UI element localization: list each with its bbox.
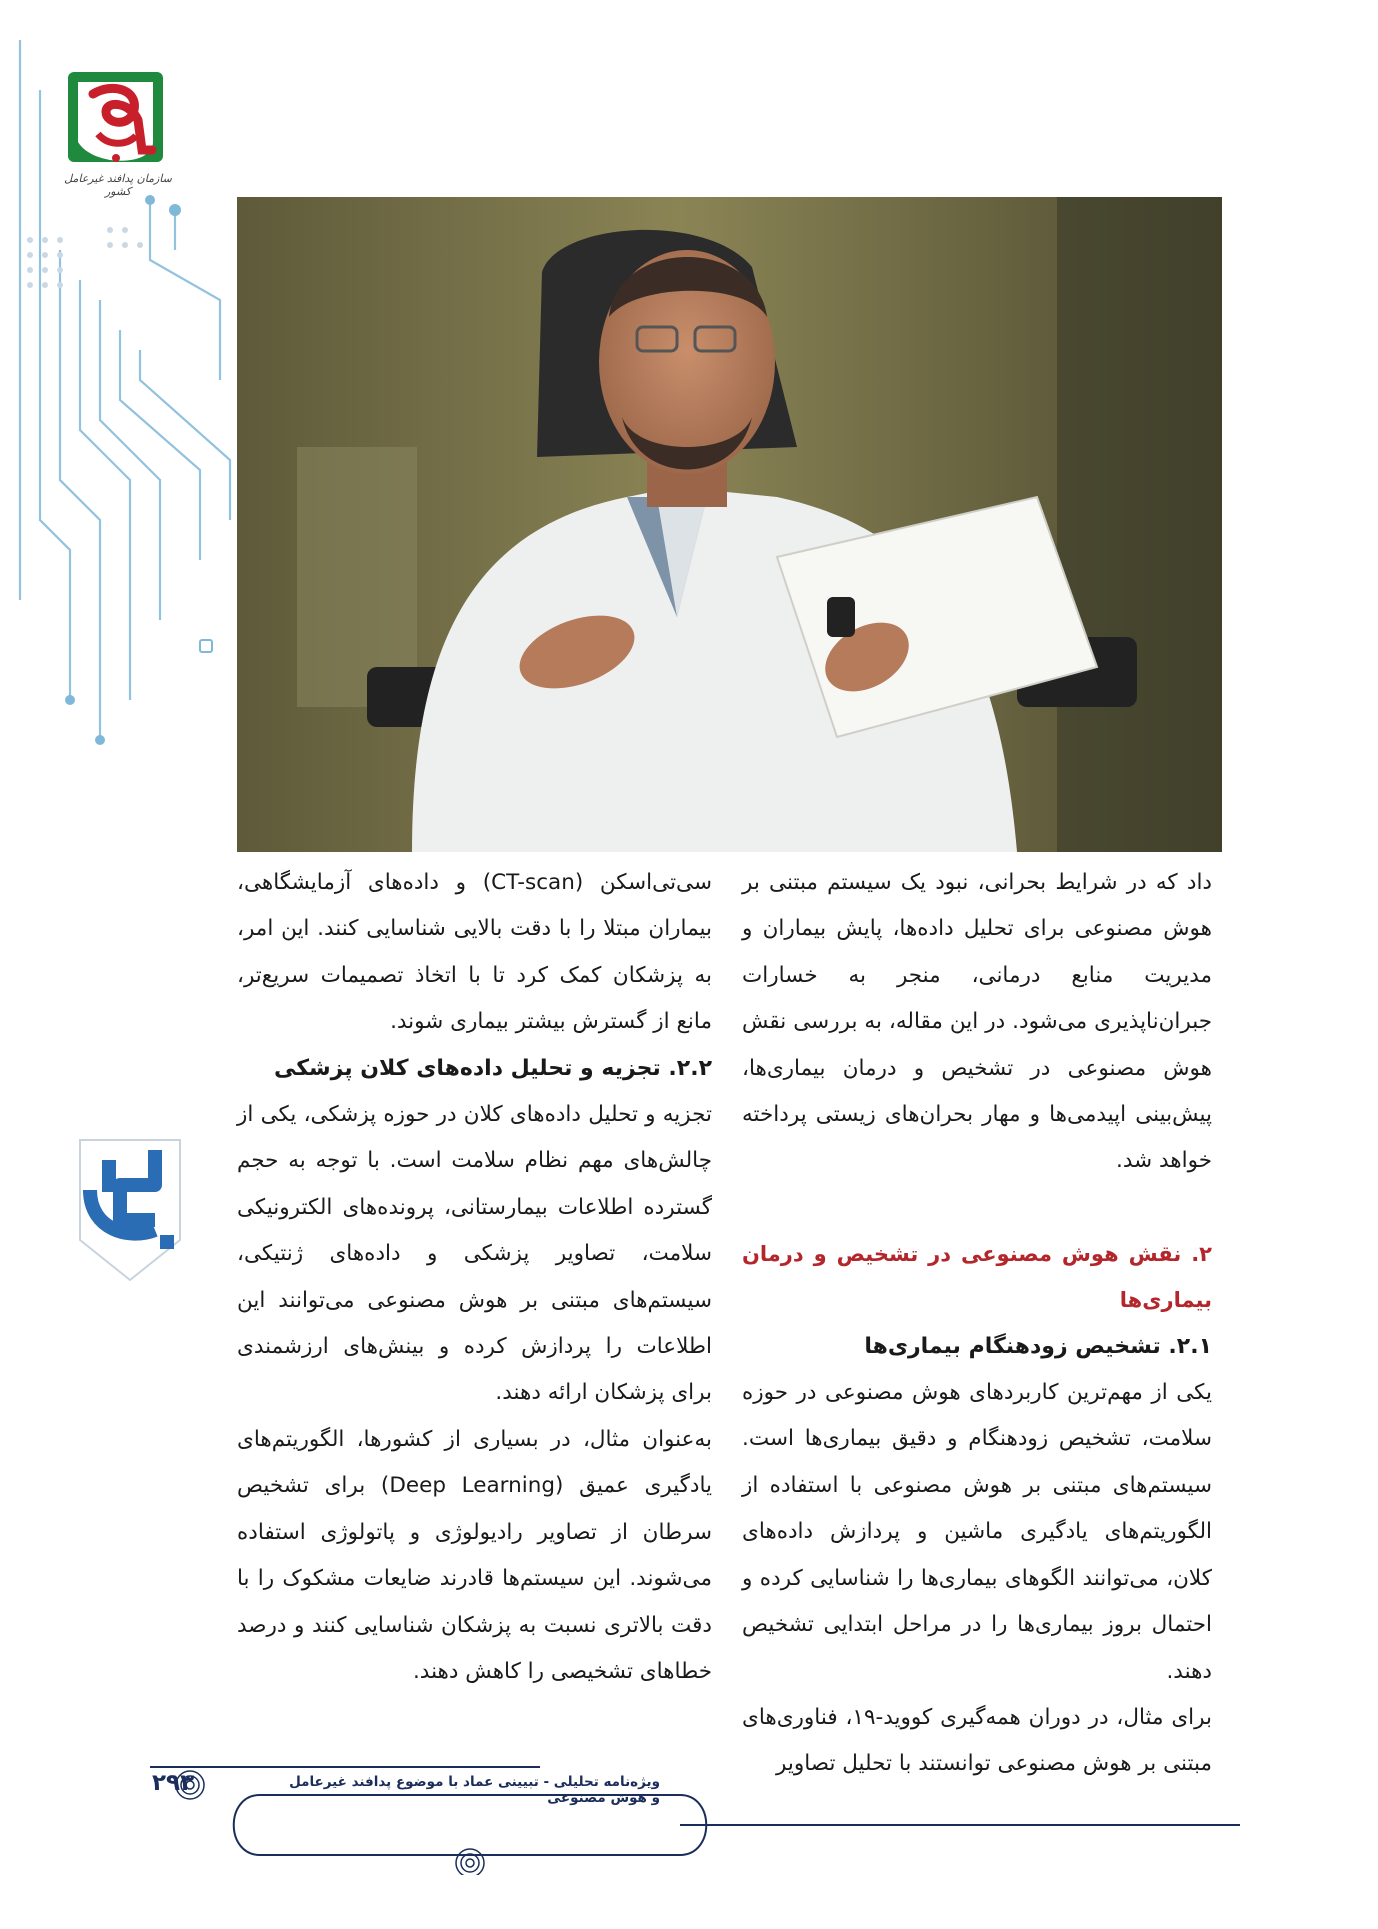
- organization-caption: سازمان پدافند غیرعامل کشور: [64, 172, 172, 198]
- section-2-2-title: ۲.۲. تجزیه و تحلیل داده‌های کلان پزشکی: [273, 1055, 712, 1081]
- section-2-1-title: ۲.۱. تشخیص زودهنگام بیماری‌ها: [864, 1333, 1212, 1359]
- text-column-right: [742, 860, 1212, 1788]
- photo-illustration: [237, 197, 1222, 852]
- deep-learning-paragraph: به‌عنوان مثال، در بسیاری از کشورها، الگوریتم‌های یادگیری عمیق (Deep Learning) برای تشخیص سرطان از تصاویر رادیولوژی و پاتولوژی استفاده می‌شوند. این سیستم‌ها قادرند ضایعات مشکوک را با دقت بالاتری نسبت به پزشکان شناسایی کنند و درصد خطاهای تشخیصی را کاهش دهند.: [237, 1426, 712, 1684]
- text-column-left: [237, 860, 712, 1695]
- ct-scan-paragraph: سی‌تی‌اسکن (CT-scan) و داده‌های آزمایشگاهی، بیماران مبتلا را با دقت بالایی شناسایی کنند. این امر، به پزشکان کمک کرد تا با اتخاذ تصمیمات سریع‌تر، مانع از گسترش بیشتر بیماری شوند.: [237, 870, 712, 1035]
- intro-paragraph: داد که در شرایط بحرانی، نبود یک سیستم مبتنی بر هوش مصنوعی برای تحلیل داده‌ها، پایش بیماران و مدیریت منابع درمانی، منجر به خسارات جبران‌ناپذیری می‌شود. در این مقاله، به بررسی نقش هوش مصنوعی در تشخیص و درمان بیماری‌ها، پیش‌بینی اپیدمی‌ها و مهار بحران‌های زیستی پرداخته خواهد شد.: [742, 870, 1212, 1174]
- footer-decoration: [140, 1755, 1240, 1875]
- early-diagnosis-paragraph: یکی از مهم‌ترین کاربردهای هوش مصنوعی در حوزه سلامت، تشخیص زودهنگام و دقیق بیماری‌ها است. سیستم‌های مبتنی بر هوش مصنوعی با استفاده از الگوریتم‌های یادگیری ماشین و پردازش داده‌های کلان، می‌توانند الگوهای بیماری‌ها را شناسایی کرده و احتمال بروز بیماری‌ها را در مراحل ابتدایی تشخیص دهند.: [742, 1380, 1212, 1684]
- covid-paragraph: برای مثال، در دوران همه‌گیری کووید-۱۹، فناوری‌های مبتنی بر هوش مصنوعی توانستند با تحلیل تصاویر: [742, 1704, 1212, 1777]
- publication-title: ویژه‌نامه تحلیلی - تبیینی عماد با موضوع پدافند غیرعامل و هوش مصنوعی: [289, 1774, 660, 1806]
- section-2-title: ۲. نقش هوش مصنوعی در تشخیص و درمان بیماری‌ها: [742, 1241, 1212, 1313]
- page-number: ۲۹۳: [152, 1770, 195, 1796]
- portrait-photo: [237, 197, 1222, 852]
- emad-logo: [60, 1130, 190, 1290]
- big-data-paragraph: تجزیه و تحلیل داده‌های کلان در حوزه پزشکی، یکی از چالش‌های مهم نظام سلامت است. با توجه به حجم گسترده اطلاعات بیمارستانی، پرونده‌های الکترونیکی سلامت، تصاویر پزشکی و داده‌های ژنتیکی، سیستم‌های مبتنی بر هوش مصنوعی می‌توانند این اطلاعات را پردازش کرده و بینش‌های ارزشمندی برای پزشکان ارائه دهند.: [237, 1102, 712, 1406]
